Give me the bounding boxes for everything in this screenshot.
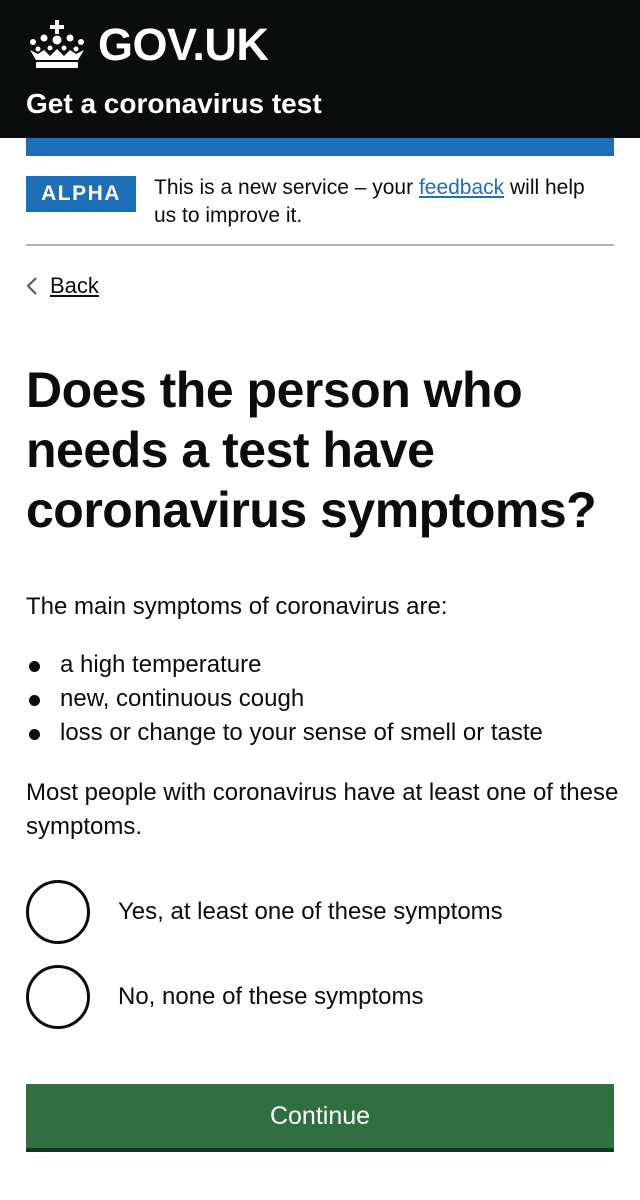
phase-banner-text	[154, 174, 594, 230]
govuk-logo-link[interactable]	[26, 20, 268, 70]
header-blue-bar	[26, 138, 614, 156]
continue-button[interactable]: Continue	[26, 1084, 614, 1148]
list-item	[26, 648, 543, 682]
symptoms-note: Most people with coronavirus have at least one of these symptoms.	[26, 779, 619, 840]
symptom-text: a high temperature	[60, 651, 262, 678]
phase-tag: ALPHA	[26, 176, 136, 212]
radio-label-no[interactable]: No, none of these symptoms	[118, 983, 424, 1010]
gov-header	[0, 0, 640, 138]
crown-icon	[26, 20, 88, 70]
phase-text-after: will help us to improve it.	[154, 176, 585, 227]
back-link[interactable]	[26, 270, 99, 302]
list-item	[26, 682, 543, 716]
radio-circle-no[interactable]	[26, 965, 90, 1029]
phase-banner	[26, 174, 614, 246]
radio-option-yes[interactable]	[26, 880, 503, 944]
back-link-label: Back	[50, 273, 99, 298]
bullet-icon	[29, 695, 40, 706]
chevron-left-icon	[26, 276, 38, 296]
symptoms-list	[26, 648, 543, 750]
symptom-text: loss or change to your sense of smell or taste	[60, 719, 543, 746]
service-name-link[interactable]: Get a coronavirus test	[26, 88, 322, 119]
radio-option-no[interactable]	[26, 965, 423, 1029]
radio-circle-yes[interactable]	[26, 880, 90, 944]
logo-text: GOV.UK	[98, 19, 269, 70]
phase-text-before: This is a new service – your	[154, 176, 419, 199]
symptom-text: new, continuous cough	[60, 685, 305, 712]
page-title: Does the person who needs a test have coronavirus symptoms?	[26, 362, 597, 538]
radio-label-yes[interactable]: Yes, at least one of these symptoms	[118, 898, 503, 925]
symptoms-intro: The main symptoms of coronavirus are:	[26, 593, 448, 620]
bullet-icon	[29, 661, 40, 672]
feedback-link[interactable]: feedback	[418, 176, 505, 199]
list-item	[26, 716, 543, 750]
bullet-icon	[29, 729, 40, 740]
